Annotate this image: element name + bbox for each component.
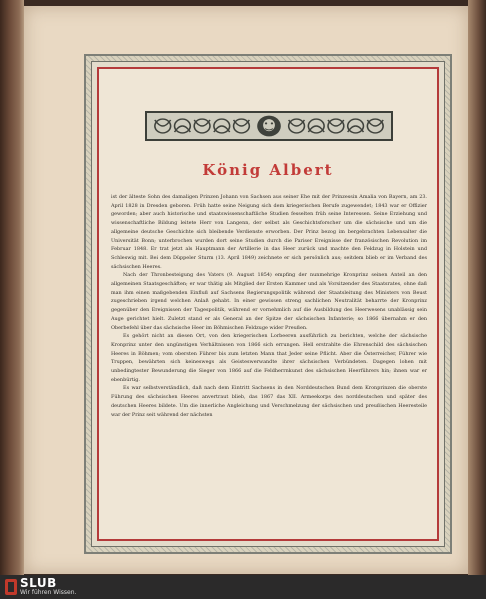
page-title: König Albert [202, 161, 334, 179]
library-logo-icon [4, 578, 18, 596]
library-slogan: Wir führen Wissen. [20, 589, 77, 596]
library-logo-name: SLUB [20, 576, 57, 590]
paragraph: ist der älteste Sohn des damaligen Prinzen Johann von Sachsen aus seiner Ehe mit der Prinzessin Amalia von Bayern, am 23. April 1828 in Dresden geboren. Früh hatte seine Neigung sich dem kriegerischen Berufe zugewendet; 1843 war er Offizier geworden; aber auch historische und staatswissenschaftliche Studien fesselten früh seine Interessen. Seine Erziehung und wissenschaftliche Bildung leitete Herr von Langenn, der selbst als Geschichtsforscher um die sächsische und um die allgemeine deutsche Geschichte sich bleibende Verdienste erworben. Der Prinz bezog im bergebrachten Lebensalter die Universität Bonn; unterbrochen wurden dort seine Studien durch die Pariser Ereignisse der französischen Revolution im Februar 1848. Er trat jetzt als Hauptmann der Artillerie in das Heer zurück und machte den Feldzug in Holstein und Schleswig mit. Bei dem Düppeler Sturm (13. April 1849) zeichnete er sich persönlich aus; seitdem blieb er im Verband des sächsischen Heeres. [111, 194, 427, 270]
scan-binding-edge-left [0, 0, 24, 575]
decorative-border-middle [91, 61, 445, 547]
paragraph: Es war selbstverständlich, daß nach dem Eintritt Sachsens in den Norddeutschen Bund dem Kronprinzen die oberste Führung des sächsischen Heeres anvertraut blieb, das 1867 das XII. Armeekorps des norddeutschen und später des deutschen Heeres bildete. Um die innerliche Angleichung und Verschmelzung der sächsischen und preußischen Heeresteile war der Prinz seit während der nächsten [111, 385, 427, 418]
book-page [24, 6, 468, 574]
ornamental-headpiece [145, 111, 393, 141]
paragraph: Nach der Thronbesteigung des Vaters (9. August 1854) empfing der nunmehrige Kronprinz seinen Anteil an den allgemeinen Staatsgeschäften; er war thätig als Mitglied der Ersten Kammer und als Vorsitzender des Staatsrates, ohne daß man ihm einen maßgebenden Einfluß auf Sachsens Regierungspolitik während der Staatsleitung des Ministers von Beust zugeschrieben irgend welchen Anlaß gehabt. In einer gewissen streng sachlichen Neutralität beharrte der Kronprinz gegenüber den Ereignissen der Tagespolitik, während er vornehmlich auf die Ausbildung des Heerwesens unablässig sein Auge gerichtet hielt. Zuletzt stand er als General an der Spitze der sächsischen Infanterie; so 1866 übernahm er den Oberbefehl über das sächsische Heer im Böhmischen Feldzuge wider Preußen. [111, 272, 427, 331]
library-logo-bar [0, 575, 486, 599]
paragraph: Es gehört nicht an diesen Ort, von den kriegerischen Lorbeeren ausführlich zu berichten, welche der sächsische Kronprinz unter den ungünstigen Verhältnissen von 1866 sich errungen. Hell erstrahlte die Ehrenschild des sächsischen Heeres in Böhmen; vom obersten Führer bis zum letzten Mann that Jeder seine Pflicht. Aber die Österreicher, Führer wie Truppen, bewährten sich keineswegs als Geisteswerwandte ihrer sächsischen Verbündeten. Dagegen lohen mit unbedingtester Bewunderung die Sieger von 1866 auf die Feldherrnkunst des sächsischen Heerführers hin; ihnen war er ebenbürtig. [111, 333, 427, 383]
decorative-border-inner [97, 67, 439, 541]
body-text [111, 193, 427, 533]
scan-binding-edge-right [468, 0, 486, 575]
decorative-border-outer [84, 54, 452, 554]
